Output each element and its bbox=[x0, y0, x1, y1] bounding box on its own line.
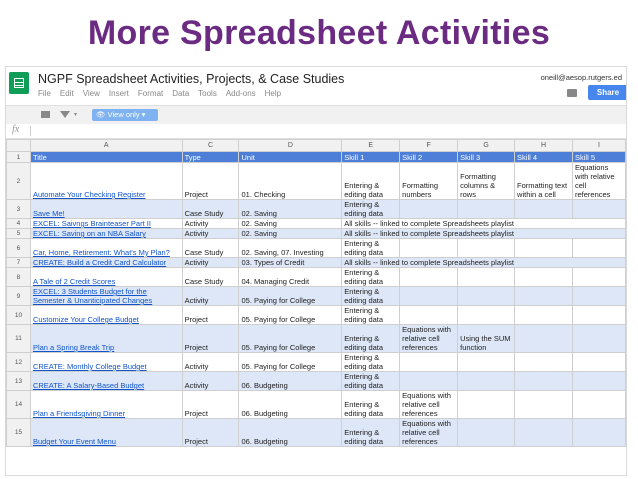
table-cell[interactable] bbox=[515, 372, 573, 391]
table-header-row bbox=[7, 152, 626, 163]
table-cell[interactable] bbox=[458, 268, 515, 287]
table-cell[interactable]: Entering & editing data bbox=[342, 268, 400, 287]
chevron-down-icon[interactable]: ▾ bbox=[74, 112, 78, 118]
column-header-row bbox=[7, 140, 626, 152]
activity-title-link[interactable]: EXCEL: Saving on an NBA Salary bbox=[30, 229, 182, 239]
table-cell[interactable]: Entering & editing data bbox=[342, 372, 400, 391]
row-number[interactable]: 4 bbox=[7, 219, 31, 229]
row-number[interactable]: 8 bbox=[7, 268, 31, 287]
table-cell[interactable] bbox=[572, 287, 625, 306]
table-cell[interactable]: Formatting numbers bbox=[400, 163, 458, 200]
menu-addons[interactable]: Add-ons bbox=[225, 89, 256, 98]
menu-edit[interactable]: Edit bbox=[59, 89, 74, 98]
table-cell[interactable] bbox=[458, 353, 515, 372]
header-cell[interactable]: Skill 2 bbox=[400, 152, 458, 163]
table-cell[interactable]: Activity bbox=[182, 287, 239, 306]
header-cell[interactable]: Skill 3 bbox=[458, 152, 515, 163]
table-cell[interactable]: Equations with relative cell references bbox=[400, 325, 458, 353]
menu-data[interactable]: Data bbox=[172, 89, 190, 98]
table-cell[interactable]: 05. Paying for College bbox=[239, 325, 342, 353]
table-row bbox=[7, 325, 626, 353]
formula-separator bbox=[30, 126, 31, 136]
table-row bbox=[7, 200, 626, 219]
table-row bbox=[7, 372, 626, 391]
table-cell[interactable]: Entering & editing data bbox=[342, 353, 400, 372]
table-cell[interactable] bbox=[458, 391, 515, 419]
table-cell[interactable]: Case Study bbox=[182, 268, 239, 287]
formula-bar bbox=[6, 124, 626, 139]
fx-icon: fx bbox=[12, 124, 20, 135]
table-cell[interactable] bbox=[400, 306, 458, 325]
share-label: Share bbox=[596, 88, 620, 97]
table-cell[interactable]: 02. Saving bbox=[239, 200, 342, 219]
table-cell[interactable] bbox=[515, 306, 573, 325]
column-header-h[interactable]: H bbox=[515, 140, 573, 152]
row-number[interactable]: 3 bbox=[7, 200, 31, 219]
column-header-e[interactable]: E bbox=[342, 140, 400, 152]
table-cell[interactable]: 05. Paying for College bbox=[239, 353, 342, 372]
activity-title-link[interactable]: Budget Your Event Menu bbox=[30, 419, 182, 447]
share-button[interactable] bbox=[588, 85, 627, 100]
toolbar bbox=[6, 105, 626, 125]
table-row bbox=[7, 353, 626, 372]
table-cell[interactable] bbox=[458, 419, 515, 447]
table-cell[interactable]: Equations with relative cell references bbox=[572, 163, 625, 200]
activity-title-link[interactable]: Save Me! bbox=[30, 200, 182, 219]
menu-file[interactable]: File bbox=[38, 89, 51, 98]
table-cell[interactable]: Project bbox=[182, 391, 239, 419]
row-number[interactable]: 13 bbox=[7, 372, 31, 391]
print-icon[interactable] bbox=[41, 111, 50, 118]
view-only-button[interactable]: 👁 View only ▾ bbox=[92, 109, 158, 121]
activity-title-link[interactable]: EXCEL: 3 Students Budget for the Semester & Unanticipated Changes bbox=[30, 287, 182, 306]
table-cell[interactable]: 01. Checking bbox=[239, 163, 342, 200]
sheet-grid bbox=[6, 139, 626, 447]
table-cell[interactable] bbox=[572, 200, 625, 219]
table-cell[interactable] bbox=[400, 353, 458, 372]
table-cell[interactable]: Entering & editing data bbox=[342, 287, 400, 306]
table-cell[interactable]: Entering & editing data bbox=[342, 163, 400, 200]
column-header-i[interactable]: I bbox=[572, 140, 625, 152]
table-row bbox=[7, 219, 626, 229]
row-number[interactable]: 1 bbox=[7, 152, 31, 163]
menu-insert[interactable]: Insert bbox=[108, 89, 129, 98]
table-cell[interactable] bbox=[400, 268, 458, 287]
table-cell[interactable]: 04. Managing Credit bbox=[239, 268, 342, 287]
table-cell[interactable] bbox=[572, 239, 625, 258]
column-header-f[interactable]: F bbox=[400, 140, 458, 152]
table-cell[interactable] bbox=[515, 268, 573, 287]
table-cell[interactable] bbox=[458, 372, 515, 391]
table-cell[interactable] bbox=[400, 200, 458, 219]
table-cell[interactable] bbox=[400, 287, 458, 306]
table-cell[interactable] bbox=[572, 268, 625, 287]
table-row bbox=[7, 268, 626, 287]
slide-title: More Spreadsheet Activities bbox=[87, 14, 551, 52]
table-cell[interactable] bbox=[400, 239, 458, 258]
menu-help[interactable]: Help bbox=[264, 89, 282, 98]
table-cell[interactable] bbox=[515, 353, 573, 372]
table-cell[interactable]: Entering & editing data bbox=[342, 306, 400, 325]
table-cell[interactable] bbox=[572, 391, 625, 419]
column-header-g[interactable]: G bbox=[458, 140, 515, 152]
table-cell[interactable]: Activity bbox=[182, 229, 239, 239]
select-all-corner[interactable] bbox=[7, 140, 31, 152]
table-cell[interactable]: 06. Budgeting bbox=[239, 391, 342, 419]
table-cell[interactable]: Equations with relative cell references bbox=[400, 419, 458, 447]
table-row bbox=[7, 306, 626, 325]
table-row bbox=[7, 391, 626, 419]
menu-tools[interactable]: Tools bbox=[198, 89, 217, 98]
table-row bbox=[7, 239, 626, 258]
table-cell[interactable]: 05. Paying for College bbox=[239, 306, 342, 325]
activity-title-link[interactable]: CREATE: Build a Credit Card Calculator bbox=[30, 258, 182, 268]
filter-icon[interactable] bbox=[60, 111, 70, 118]
table-cell[interactable]: 02. Saving bbox=[239, 229, 342, 239]
table-cell[interactable] bbox=[515, 287, 573, 306]
table-cell[interactable]: Project bbox=[182, 419, 239, 447]
table-cell[interactable] bbox=[515, 419, 573, 447]
header-cell[interactable]: Title bbox=[30, 152, 182, 163]
activity-title-link[interactable]: Plan a Spring Break Trip bbox=[30, 325, 182, 353]
table-cell[interactable]: Case Study bbox=[182, 200, 239, 219]
table-cell[interactable] bbox=[572, 353, 625, 372]
table-cell[interactable] bbox=[515, 239, 573, 258]
table-cell[interactable] bbox=[515, 325, 573, 353]
row-number[interactable]: 9 bbox=[7, 287, 31, 306]
table-cell[interactable]: 02. Saving bbox=[239, 219, 342, 229]
table-cell[interactable] bbox=[572, 419, 625, 447]
activity-title-link[interactable]: Automate Your Checking Register bbox=[30, 163, 182, 200]
table-cell[interactable]: Entering & editing data bbox=[342, 239, 400, 258]
table-cell[interactable]: 02. Saving, 07. Investing bbox=[239, 239, 342, 258]
header-cell[interactable]: Type bbox=[182, 152, 239, 163]
activity-title-link[interactable]: CREATE: A Salary-Based Budget bbox=[30, 372, 182, 391]
table-row bbox=[7, 287, 626, 306]
table-cell[interactable]: 03. Types of Credit bbox=[239, 258, 342, 268]
table-cell[interactable]: Entering & editing data bbox=[342, 391, 400, 419]
table-cell[interactable] bbox=[515, 200, 573, 219]
sheets-icon[interactable] bbox=[9, 72, 29, 94]
row-number[interactable]: 12 bbox=[7, 353, 31, 372]
table-cell[interactable]: 06. Budgeting bbox=[239, 372, 342, 391]
table-cell[interactable]: Entering & editing data bbox=[342, 325, 400, 353]
column-header-d[interactable]: D bbox=[239, 140, 342, 152]
table-cell[interactable]: Entering & editing data bbox=[342, 200, 400, 219]
header-cell[interactable]: Skill 4 bbox=[515, 152, 573, 163]
header-cell[interactable]: Skill 1 bbox=[342, 152, 400, 163]
comment-icon[interactable] bbox=[567, 89, 577, 97]
activity-title-link[interactable]: Customize Your College Budget bbox=[30, 306, 182, 325]
row-number[interactable]: 7 bbox=[7, 258, 31, 268]
table-cell[interactable]: Entering & editing data bbox=[342, 419, 400, 447]
row-number[interactable]: 2 bbox=[7, 163, 31, 200]
table-row bbox=[7, 258, 626, 268]
table-cell[interactable]: All skills -- linked to complete Spreadsheets playlist bbox=[342, 258, 626, 268]
table-cell[interactable]: Formatting columns & rows bbox=[458, 163, 515, 200]
view-only-label: View only bbox=[107, 110, 140, 119]
table-cell[interactable] bbox=[572, 372, 625, 391]
table-cell[interactable] bbox=[572, 325, 625, 353]
table-cell[interactable] bbox=[400, 372, 458, 391]
spreadsheet-window bbox=[5, 66, 627, 476]
table-row bbox=[7, 229, 626, 239]
table-cell[interactable] bbox=[458, 200, 515, 219]
menu-format[interactable]: Format bbox=[137, 89, 164, 98]
header-cell[interactable]: Unit bbox=[239, 152, 342, 163]
row-number[interactable]: 15 bbox=[7, 419, 31, 447]
row-number[interactable]: 10 bbox=[7, 306, 31, 325]
table-cell[interactable]: Activity bbox=[182, 258, 239, 268]
activity-title-link[interactable]: Car, Home, Retirement: What's My Plan? bbox=[30, 239, 182, 258]
table-cell[interactable]: 06. Budgeting bbox=[239, 419, 342, 447]
activity-title-link[interactable]: Plan a Friendsgiving Dinner bbox=[30, 391, 182, 419]
table-cell[interactable]: Project bbox=[182, 306, 239, 325]
table-cell[interactable]: 05. Paying for College bbox=[239, 287, 342, 306]
document-title[interactable]: NGPF Spreadsheet Activities, Projects, & Case Studies bbox=[38, 72, 345, 86]
header-cell[interactable]: Skill 5 bbox=[572, 152, 625, 163]
table-cell[interactable]: Project bbox=[182, 325, 239, 353]
table-cell[interactable]: Project bbox=[182, 163, 239, 200]
column-header-a[interactable]: A bbox=[30, 140, 182, 152]
row-number[interactable]: 6 bbox=[7, 239, 31, 258]
row-number[interactable]: 14 bbox=[7, 391, 31, 419]
table-cell[interactable]: Formatting text within a cell bbox=[515, 163, 573, 200]
table-cell[interactable]: All skills -- linked to complete Spreadsheets playlist bbox=[342, 219, 626, 229]
column-header-c[interactable]: C bbox=[182, 140, 239, 152]
table-cell[interactable] bbox=[458, 287, 515, 306]
table-cell[interactable] bbox=[515, 391, 573, 419]
table-cell[interactable]: All skills -- linked to complete Spreadsheets playlist bbox=[342, 229, 626, 239]
table-cell[interactable]: Activity bbox=[182, 219, 239, 229]
table-cell[interactable]: Activity bbox=[182, 353, 239, 372]
table-cell[interactable] bbox=[458, 239, 515, 258]
activity-title-link[interactable]: A Tale of 2 Credit Scores bbox=[30, 268, 182, 287]
menu-bar bbox=[38, 89, 290, 98]
table-cell[interactable]: Case Study bbox=[182, 239, 239, 258]
table-cell[interactable]: Using the SUM function bbox=[458, 325, 515, 353]
table-row bbox=[7, 419, 626, 447]
row-number[interactable]: 11 bbox=[7, 325, 31, 353]
user-email[interactable]: oneill@aesop.rutgers.ed bbox=[540, 73, 622, 82]
menu-view[interactable]: View bbox=[82, 89, 100, 98]
activity-title-link[interactable]: EXCEL: Saivngs Brainteaser Part II bbox=[30, 219, 182, 229]
table-cell[interactable] bbox=[572, 306, 625, 325]
table-row bbox=[7, 163, 626, 200]
row-number[interactable]: 5 bbox=[7, 229, 31, 239]
activity-title-link[interactable]: CREATE: Monthly College Budget bbox=[30, 353, 182, 372]
title-bar bbox=[6, 67, 626, 105]
table-cell[interactable] bbox=[458, 306, 515, 325]
table-cell[interactable]: Activity bbox=[182, 372, 239, 391]
table-cell[interactable]: Equations with relative cell references bbox=[400, 391, 458, 419]
